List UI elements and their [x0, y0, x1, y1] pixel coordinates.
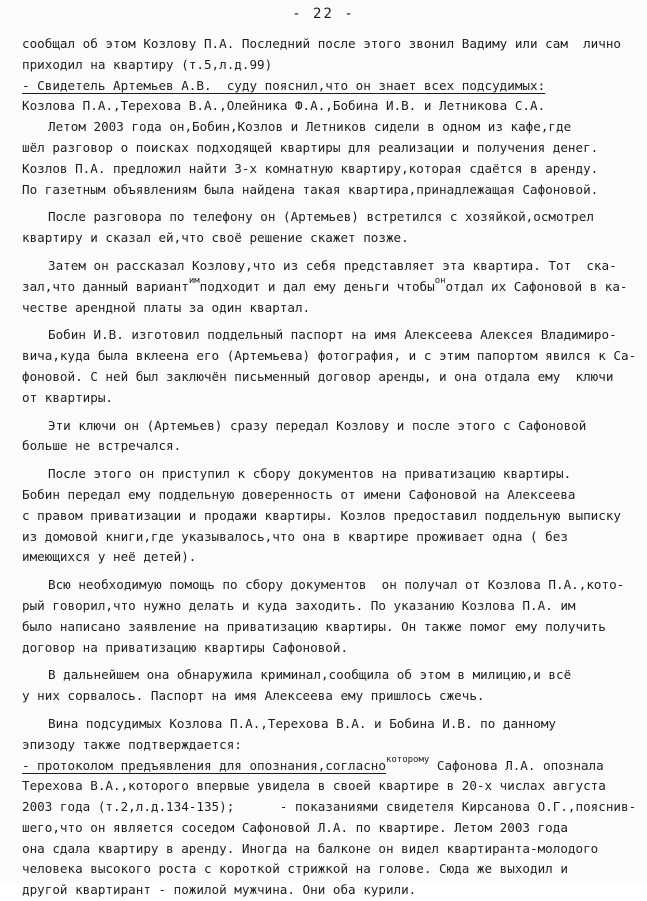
text-segment: зал,что данный вариант	[22, 278, 189, 294]
text-line: эпизоду также подтверждается:	[22, 736, 242, 752]
text-line: Затем он рассказал Козлову,что из себя представляет эта квартира. Тот ска-	[48, 257, 617, 273]
text-line: В дальнейшем она обнаружила криминал,сообщила об этом в милицию,и всё	[48, 667, 572, 683]
text-line: Козлова П.А.,Терехова В.А.,Олейника Ф.А.,Бобина И.В. и Летникова С.А.	[22, 98, 546, 114]
text-line: Всю необходимую помощь по сбору документов он получал от Козлова П.А.,кото-	[48, 577, 625, 593]
text-line: Вина подсудимых Козлова П.А.,Терехова В.А. и Бобина И.В. по данному	[48, 715, 556, 731]
text-line: другой квартирант - пожилой мужчина. Они оба курили.	[22, 882, 417, 898]
witness-heading: - Свидетель Артемьев А.В. суду пояснил,что он знает всех подсудимых:	[22, 77, 546, 93]
page-number: - 22 -	[292, 6, 355, 22]
text-line: было написано заявление на приватизацию квартиры. Он также помог ему получить	[22, 618, 606, 634]
text-line: шёл разговор о поисках подходящей квартиры для реализации и получения денег.	[22, 139, 599, 155]
text-segment: отдал их Сафоновой в ка-	[445, 278, 628, 294]
text-line: Козлов П.А. предложил найти 3-х комнатную квартиру,которая сдаётся в аренду.	[22, 160, 599, 176]
text-line: Эти ключи он (Артемьев) сразу передал Козлову и после этого с Сафоновой	[48, 417, 587, 433]
text-line: у них сорвалось. Паспорт на имя Алексеева ему пришлось сжечь.	[22, 688, 485, 704]
text-line: После разговора по телефону он (Артемьев) встретился с хозяйкой,осмотрел	[48, 209, 594, 225]
text-line	[22, 277, 630, 298]
text-line: По газетным объявлениям была найдена такая квартира,принадлежащая Сафоновой.	[22, 181, 599, 197]
text-segment: Сафонова Л.А. опознала	[429, 757, 604, 773]
text-line: шего,что он является соседом Сафоновой Л.А. по квартире. Летом 2003 года	[22, 819, 568, 835]
text-line: имеющихся у неё детей).	[22, 549, 197, 565]
text-line: из домовой книги,где указывалось,что она в квартире проживает одна ( без	[22, 528, 568, 544]
text-line: После этого он приступил к сбору документов на приватизацию квартиры.	[48, 466, 572, 482]
text-line: 2003 года (т.2,л.д.134-135); - показаниями свидетеля Кирсанова О.Г.,пояснив-	[22, 799, 637, 815]
text-line: приходил на квартиру (т.5,л.д.99)	[22, 56, 273, 72]
text-line: вича,куда была вклеена его (Артемьева) фотография, и с этим папортом явился к Са-	[22, 348, 637, 364]
text-line: Терехова В.А.,которого впервые увидела в своей квартире в 20-х числах августа	[22, 778, 606, 794]
text-line	[22, 756, 630, 777]
text-line: договор на приватизацию квартиры Сафоновой.	[22, 639, 349, 655]
text-line: фоновой. С ней был заключён письменный договор аренды, и она отдала ему ключи	[22, 368, 614, 384]
text-line: Бобин передал ему поддельную доверенность от имени Сафоновой на Алексеева	[22, 486, 576, 502]
text-line: рый говорил,что нужно делать и куда заходить. По указанию Козлова П.А. им	[22, 597, 576, 613]
text-line: человека высокого роста с короткой стрижкой на голове. Сюда же выходил и	[22, 861, 568, 877]
text-line: Бобин И.В. изготовил поддельный паспорт на имя Алексеева Алексея Владимиро-	[48, 327, 617, 343]
text-line: она сдала квартиру в аренду. Иногда на балконе он видел квартиранта-молодого	[22, 840, 599, 856]
handwritten-insertion: им	[188, 275, 200, 286]
text-line: больше не встречался.	[22, 438, 182, 454]
text-line: с правом приватизации и продажи квартиры. Козлов предоставил поддельную выписку	[22, 507, 621, 523]
text-line: квартиру и сказал ей,что своё решение скажет позже.	[22, 230, 409, 246]
text-line: Летом 2003 года он,Бобин,Козлов и Летников сидели в одном из кафе,где	[48, 119, 572, 135]
text-segment: подходит и дал ему деньги чтобы	[199, 278, 435, 294]
text-line: сообщал об этом Козлову П.А. Последний после этого звонил Вадиму или сам лично	[22, 36, 621, 51]
evidence-item-protocol: - протоколом предъявления для опознания,согласно	[22, 757, 386, 773]
handwritten-insertion: он	[434, 275, 446, 286]
handwritten-insertion: которому	[385, 754, 430, 765]
text-line: от квартиры.	[22, 389, 113, 405]
document-body	[22, 34, 637, 901]
text-line: честве арендной платы за один квартал.	[22, 299, 311, 315]
